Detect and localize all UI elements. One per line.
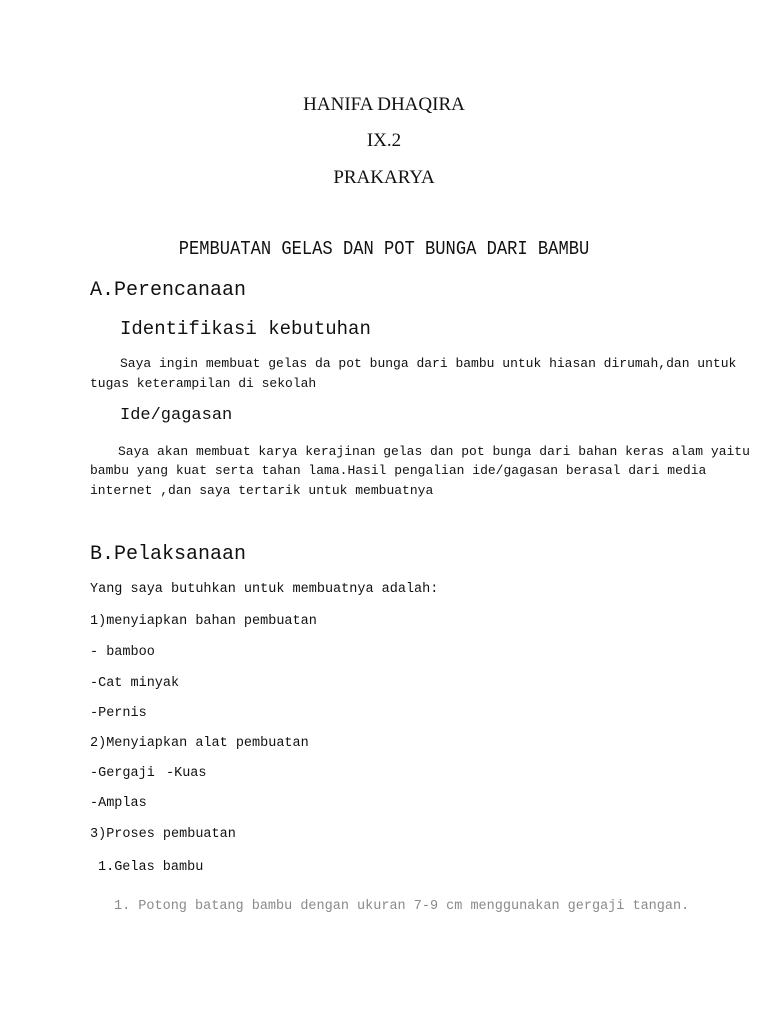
list-item-alat: -Amplas	[90, 796, 147, 811]
list-item-alat: -Kuas	[166, 766, 207, 781]
step-2-alat: 2)Menyiapkan alat pembuatan	[90, 736, 309, 751]
ide-text-line3: internet ,dan saya tertarik untuk membuatnya	[90, 483, 434, 498]
list-item-bahan: -Cat minyak	[90, 676, 180, 691]
document-title: PEMBUATAN GELAS DAN POT BUNGA DARI BAMBU	[178, 238, 590, 260]
list-item-bahan: -Pernis	[90, 706, 147, 721]
section-b-heading: B.Pelaksanaan	[90, 543, 247, 566]
proses-step-1: 1. Potong batang bambu dengan ukuran 7-9 cm menggunakan gergaji tangan.	[114, 899, 690, 914]
pelaksanaan-intro: Yang saya butuhkan untuk membuatnya adalah:	[90, 582, 439, 597]
identifikasi-text-line2: tugas keterampilan di sekolah	[90, 376, 317, 391]
list-item-alat: -Gergaji	[90, 766, 155, 781]
subject-label: PRAKARYA	[333, 167, 435, 188]
ide-heading: Ide/gagasan	[120, 406, 233, 425]
author-name: HANIFA DHAQIRA	[303, 94, 465, 115]
class-label: IX.2	[366, 130, 402, 151]
step-3-proses: 3)Proses pembuatan	[90, 827, 236, 842]
section-a-heading: A.Perencanaan	[90, 279, 247, 302]
identifikasi-heading: Identifikasi kebutuhan	[120, 318, 371, 340]
identifikasi-text-line1: Saya ingin membuat gelas da pot bunga dari bambu untuk hiasan dirumah,dan untuk	[120, 356, 737, 371]
list-item-bahan: - bamboo	[90, 645, 155, 660]
step-1-bahan: 1)menyiapkan bahan pembuatan	[90, 614, 317, 629]
ide-text-line2: bambu yang kuat serta tahan lama.Hasil pengalian ide/gagasan berasal dari media	[90, 463, 707, 478]
sub-heading-gelas: 1.Gelas bambu	[98, 860, 204, 875]
ide-text-line1: Saya akan membuat karya kerajinan gelas dan pot bunga dari bahan keras alam yaitu	[118, 444, 750, 459]
